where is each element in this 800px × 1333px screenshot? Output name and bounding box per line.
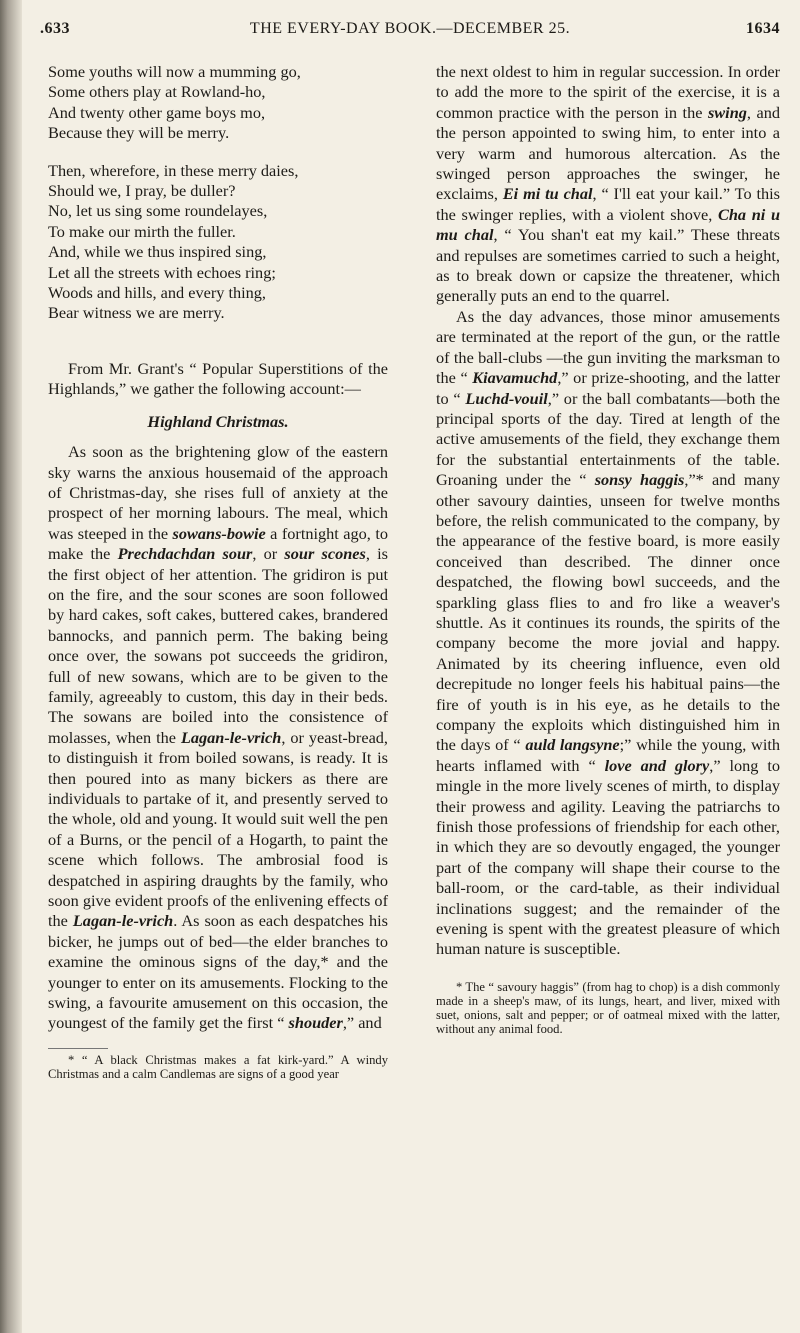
page-number-left: .633: [40, 20, 70, 37]
verse-line: Woods and hills, and every thing,: [48, 283, 266, 303]
verse-line: Because they will be merry.: [48, 123, 230, 143]
verse-line: Should we, I pray, be duller?: [48, 181, 236, 201]
body-paragraph: As the day advances, those minor amusements are terminated at the report of the gun, or the rattle of the ball-clubs —the gun inviting the marksman to the “ Kiavamuchd,” or prize-shooting, and the latter to “ Luchd-vouil,” or the ball combatants—both the principal sports of the day. Tired at length of the active amusements of the field, they exchange them for the substantial entertainments of the table. Groaning under the “ sonsy haggis,”* and many other savoury dainties, unseen for twelve months before, the relish communicated to the company, by the appearance of the festive board, is more easily conceived than described. The dinner once despatched, the flowing bowl succeeds, and the sparkling glass flies to and fro like a weaver's shuttle. As it continues its rounds, the spirits of the company become the more jovial and happy. Animated by its cheering influence, even old decrepitude no longer feels his habitual pains—the fire of youth is in his eye, as he details to the company the exploits which distinguished him in the days of “ auld langsyne;” while the young, with hearts inflamed with “ love and glory,” long to mingle in the more lively scenes of mirth, to display their prowess and agility. Leaving the patriarchs to finish those professions of friendship for each other, in which they are so devoutly engaged, the younger part of the company will shape their course to the ball-room, or the card-table, as their individual inclinations suggest; and the remainder of the evening is spent with the greatest pleasure of which human nature is susceptible.: [436, 306, 781, 959]
verse-line: Some others play at Rowland-ho,: [48, 82, 266, 102]
body-paragraph: As soon as the brightening glow of the eastern sky warns the anxious housemaid of the approach of Christmas-day, she rises full of anxiety at the prospect of her morning labours. The meal, which was steeped in the sowans-bowie a fortnight ago, to make the Prechdachdan sour, or sour scones, is the first object of her attention. The gridiron is put on the fire, and the sour scones are soon followed by hard cakes, soft cakes, buttered cakes, brandered bannocks, and pannich perm. The baking being once over, the sowans pot succeeds the gridiron, full of new sowans, which are to be given to the family, agreeably to custom, this day in their beds. The sowans are boiled into the consistence of molasses, when the Lagan-le-vrich, or yeast-bread, to distinguish it from boiled sowans, is ready. It is then poured into as many bickers as there are individuals to partake of it, and presently served to the whole, old and young. It would suit well the pen of a Burns, or the pencil of a Hogarth, to paint the scene which follows. The ambrosial food is despatched in aspiring draughts by the family, who soon give evident proofs of the enlivening effects of the Lagan-le-vrich. As soon as each despatches his bicker, he jumps out of bed—the elder branches to examine the ominous signs of the day,* and the younger to enter on its amusements. Flocking to the swing, a favourite amusement on this occasion, the youngest of the family get the first “ shouder,” and: [48, 442, 389, 1033]
verse-stanza-1: [48, 62, 388, 144]
right-column: [436, 62, 780, 1037]
verse-line: To make our mirth the fuller.: [48, 221, 236, 241]
footnote: * The “ savoury haggis” (from hag to chop) is a dish commonly made in a sheep's maw, of its lungs, heart, and liver, mixed with suet, onions, salt and pepper; or of oatmeal mixed with the latter, without any animal food.: [436, 979, 780, 1037]
verse-line: Some youths will now a mumming go,: [48, 62, 301, 81]
verse-line: No, let us sing some roundelayes,: [48, 201, 268, 221]
verse-line: And twenty other game boys mo,: [48, 102, 266, 122]
left-column: [48, 62, 388, 1081]
verse-line: Let all the streets with echoes ring;: [48, 262, 276, 282]
verse-stanza-2: [48, 161, 388, 324]
body-paragraph: the next oldest to him in regular succession. In order to add the more to the spirit of the exercise, it is a common practice with the person in the swing, and the person appointed to swing him, to enter into a very warm and humorous altercation. As the swinged person approaches the swinger, he exclaims, Ei mi tu chal, “ I'll eat your kail.” To this the swinger replies, with a violent shove, Cha ni u mu chal, “ You shan't eat my kail.” These threats and repulses are sometimes carried to such a height, as to break down or capsize the threatener, which generally puts an end to the quarrel.: [436, 62, 780, 306]
intro-paragraph: From Mr. Grant's “ Popular Superstitions of the Highlands,” we gather the following account:—: [48, 358, 388, 399]
page-binding-edge: [0, 0, 22, 1333]
section-heading: Highland Christmas.: [147, 411, 289, 431]
running-header: [40, 16, 780, 46]
page-number-right: 1634: [746, 20, 780, 37]
verse-line: Bear witness we are merry.: [48, 303, 225, 323]
footnote: * “ A black Christmas makes a fat kirk-yard.” A windy Christmas and a calm Candlemas are signs of a good year: [48, 1052, 388, 1082]
footnote-rule: [48, 1048, 108, 1049]
running-title: THE EVERY-DAY BOOK.—DECEMBER 25.: [249, 20, 571, 37]
verse-line: And, while we thus inspired sing,: [48, 242, 267, 262]
verse-line: Then, wherefore, in these merry daies,: [48, 160, 299, 180]
